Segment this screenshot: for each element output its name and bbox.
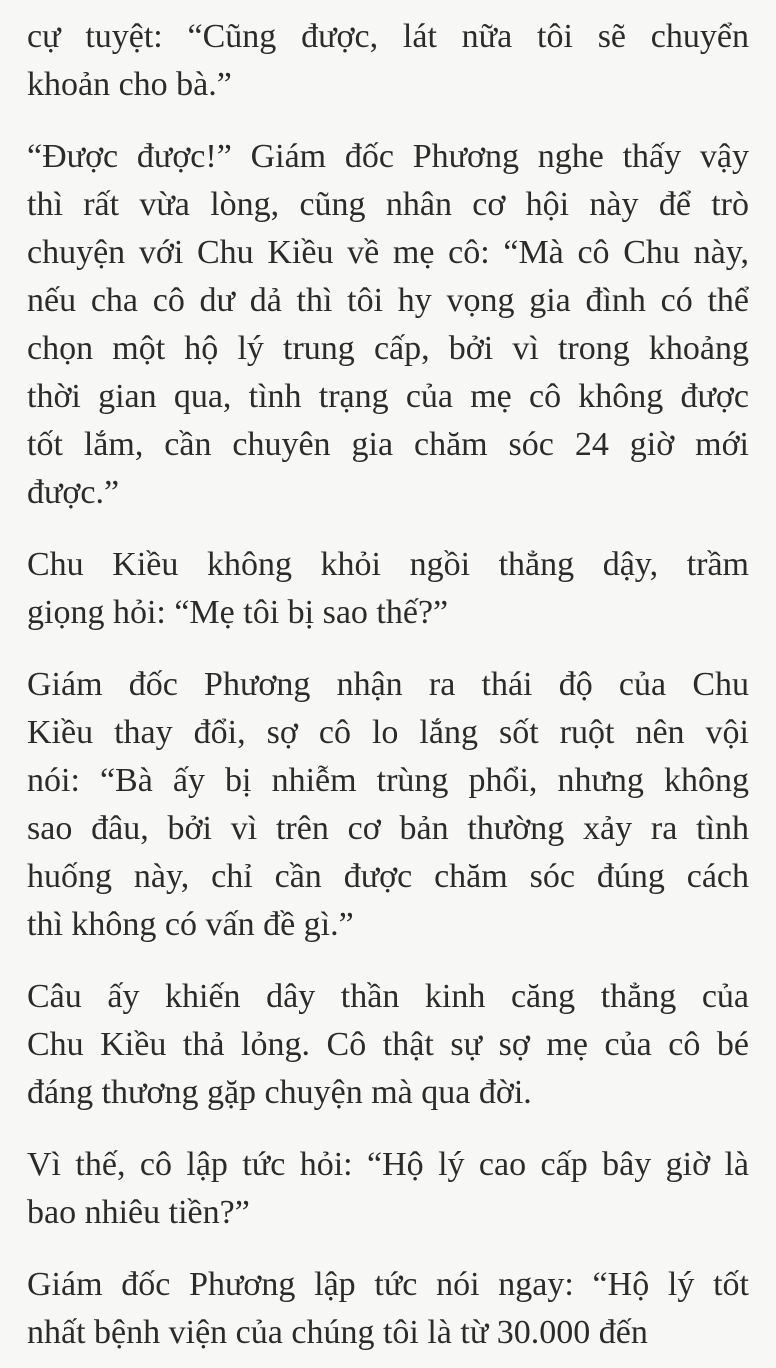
text-line: Giám đốc Phương nhận ra thái độ của Chu <box>27 666 749 703</box>
text-line: sao đâu, bởi vì trên cơ bản thường xảy ra tình <box>27 810 749 847</box>
text-line: giọng hỏi: “Mẹ tôi bị sao thế?” <box>27 594 449 631</box>
text-line: khoản cho bà.” <box>27 66 232 103</box>
paragraph <box>27 661 749 949</box>
text-line: Vì thế, cô lập tức hỏi: “Hộ lý cao cấp bây giờ là <box>27 1146 749 1183</box>
text-line: nếu cha cô dư dả thì tôi hy vọng gia đình có thể <box>27 282 749 319</box>
text-line: chuyện với Chu Kiều về mẹ cô: “Mà cô Chu này, <box>27 234 749 271</box>
text-line: tốt lắm, cần chuyên gia chăm sóc 24 giờ mới <box>27 426 749 463</box>
paragraph <box>27 973 749 1117</box>
text-line: cự tuyệt: “Cũng được, lát nữa tôi sẽ chuyển <box>27 18 749 55</box>
text-line: bao nhiêu tiền?” <box>27 1194 250 1231</box>
text-line: được.” <box>27 474 120 511</box>
text-line: thì rất vừa lòng, cũng nhân cơ hội này để trò <box>27 186 749 223</box>
text-line: nhất bệnh viện của chúng tôi là từ 30.000 đến <box>27 1314 648 1351</box>
text-line: Chu Kiều thả lỏng. Cô thật sự sợ mẹ của cô bé <box>27 1026 749 1063</box>
text-line: thì không có vấn đề gì.” <box>27 906 354 943</box>
text-line: Kiều thay đổi, sợ cô lo lắng sốt ruột nên vội <box>27 714 749 751</box>
paragraph <box>27 541 749 637</box>
text-line: đáng thương gặp chuyện mà qua đời. <box>27 1074 532 1111</box>
paragraph <box>27 133 749 517</box>
text-line: huống này, chỉ cần được chăm sóc đúng cách <box>27 858 749 895</box>
paragraph <box>27 1141 749 1237</box>
paragraph <box>27 1261 749 1357</box>
text-line: thời gian qua, tình trạng của mẹ cô không được <box>27 378 749 415</box>
text-line: “Được được!” Giám đốc Phương nghe thấy vậy <box>27 138 749 175</box>
text-line: nói: “Bà ấy bị nhiễm trùng phổi, nhưng không <box>27 762 749 799</box>
paragraph <box>27 13 749 109</box>
text-line: Giám đốc Phương lập tức nói ngay: “Hộ lý tốt <box>27 1266 749 1303</box>
text-line: Câu ấy khiến dây thần kinh căng thẳng của <box>27 978 749 1015</box>
text-line: Chu Kiều không khỏi ngồi thẳng dậy, trầm <box>27 546 749 583</box>
text-line: chọn một hộ lý trung cấp, bởi vì trong khoảng <box>27 330 749 367</box>
